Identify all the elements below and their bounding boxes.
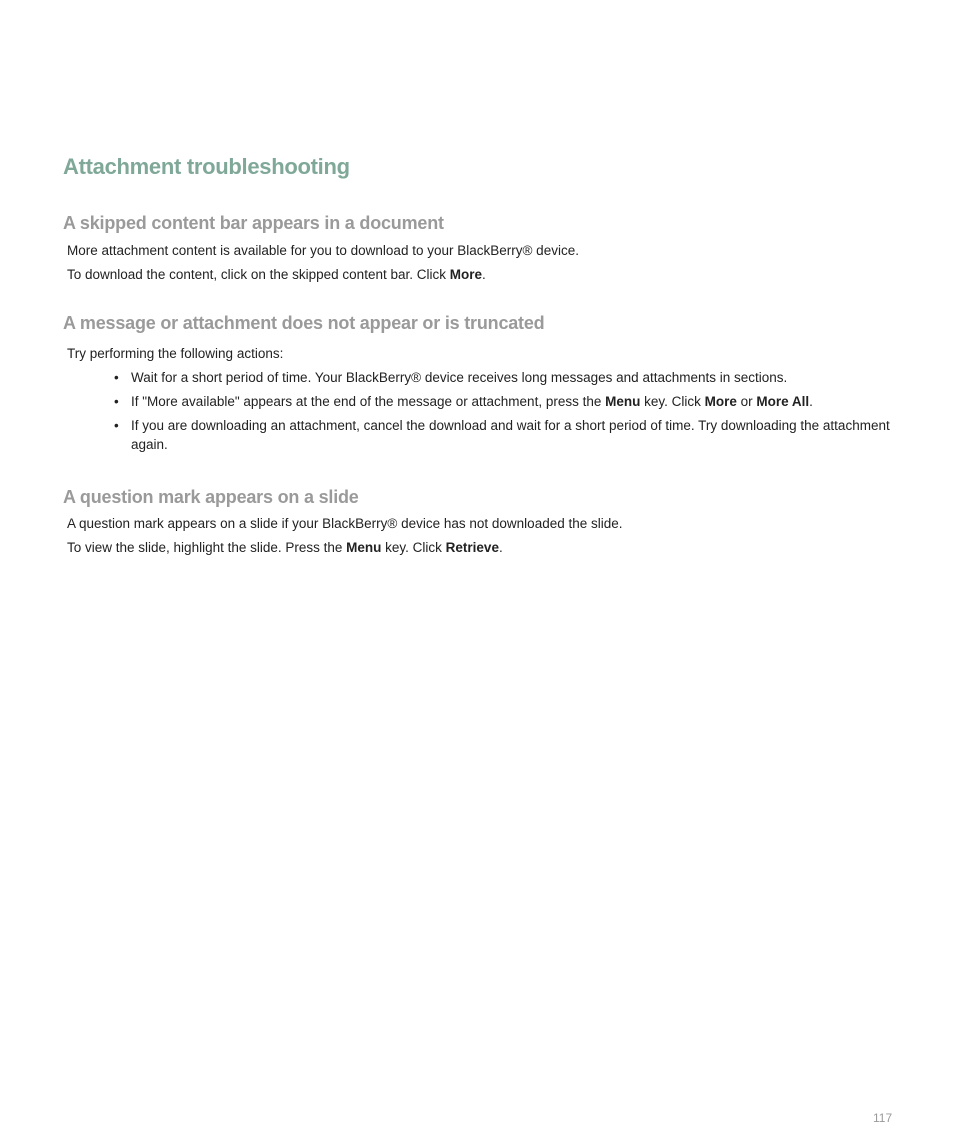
menu-keyword: Menu [346, 540, 382, 555]
paragraph-text: . [482, 267, 486, 282]
more-all-keyword: More All [756, 394, 810, 409]
more-keyword: More [704, 394, 737, 409]
skipped-content-paragraph-1: More attachment content is available for you to download to your BlackBerry® device. [67, 243, 579, 258]
bullet-icon: • [114, 370, 119, 385]
section-heading-skipped-content: A skipped content bar appears in a document [63, 213, 444, 233]
troubleshooting-actions-list [112, 368, 902, 459]
list-item-text: If you are downloading an attachment, cancel the download and wait for a short period of time. Try downloading the attachment again. [131, 418, 890, 452]
bullet-icon: • [114, 418, 119, 433]
page-number: 117 [873, 1111, 893, 1125]
list-item-text: . [809, 394, 813, 409]
question-mark-paragraph-1: A question mark appears on a slide if your BlackBerry® device has not downloaded the slide. [67, 516, 623, 531]
list-item [112, 392, 902, 411]
menu-keyword: Menu [605, 394, 641, 409]
paragraph-text: To view the slide, highlight the slide. Press the [67, 540, 347, 555]
list-item-text: or [736, 394, 757, 409]
paragraph-text: To download the content, click on the skipped content bar. Click [67, 267, 450, 282]
section-heading-message-truncated: A message or attachment does not appear or is truncated [63, 313, 545, 333]
paragraph-text: . [498, 540, 503, 555]
paragraph-text: key. Click [381, 540, 446, 555]
more-keyword: More [449, 267, 482, 282]
section-heading-question-mark: A question mark appears on a slide [63, 487, 359, 507]
list-item-text: Wait for a short period of time. Your BlackBerry® device receives long messages and attachments in sections. [131, 370, 788, 385]
list-item-text: If "More available" appears at the end of the message or attachment, press the [131, 394, 606, 409]
skipped-content-paragraph-2 [67, 265, 486, 284]
list-item [112, 368, 902, 387]
question-mark-paragraph-2 [67, 538, 503, 557]
truncated-intro: Try performing the following actions: [67, 346, 284, 361]
retrieve-keyword: Retrieve [445, 540, 499, 555]
list-item [112, 416, 902, 454]
bullet-icon: • [114, 394, 119, 409]
list-item-text: key. Click [640, 394, 705, 409]
page-title: Attachment troubleshooting [63, 154, 350, 179]
